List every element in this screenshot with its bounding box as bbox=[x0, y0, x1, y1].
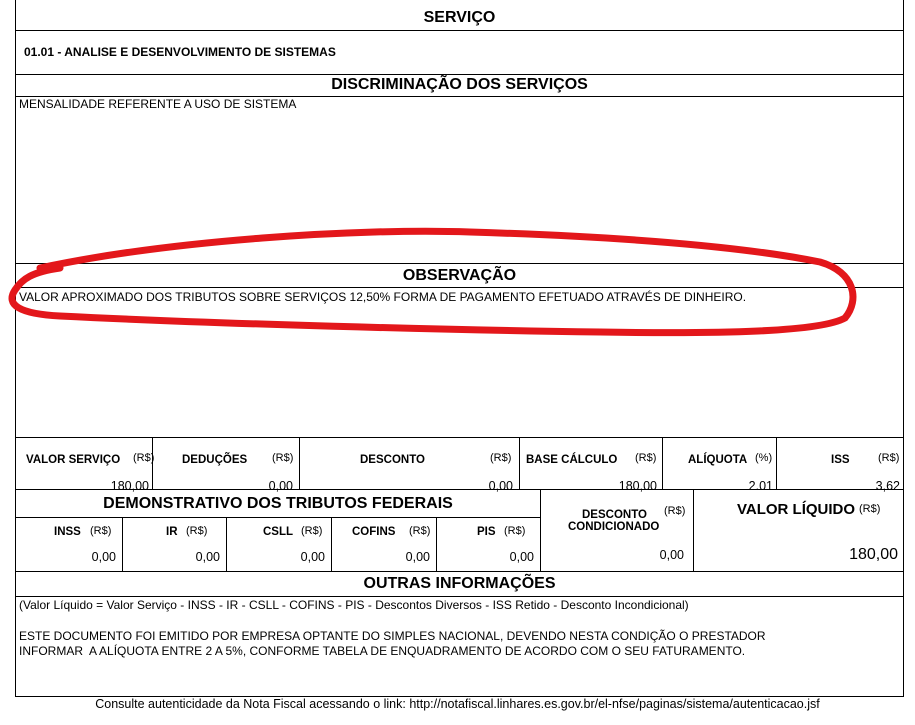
valor-liquido-value: 180,00 bbox=[849, 546, 898, 563]
valor-liquido-label: VALOR LÍQUIDO bbox=[737, 501, 856, 518]
outras-line-2: INFORMAR A ALÍQUOTA ENTRE 2 A 5%, CONFORME TABELA DE ENQUADRAMENTO DE ACORDO COM O SEU FATURAMENTO. bbox=[19, 644, 746, 658]
ir-unit: (R$) bbox=[186, 525, 208, 537]
pis-unit: (R$) bbox=[504, 525, 526, 537]
divider bbox=[16, 571, 903, 572]
outras-formula: (Valor Líquido = Valor Serviço - INSS - IR - CSLL - COFINS - PIS - Descontos Diversos - ISS Retido - Desconto Incondicional) bbox=[19, 598, 689, 612]
divider bbox=[16, 74, 903, 75]
valor-liquido-unit: (R$) bbox=[859, 503, 881, 515]
cofins-label: COFINS bbox=[352, 526, 396, 538]
discriminacao-title: DISCRIMINAÇÃO DOS SERVIÇOS bbox=[331, 76, 588, 93]
valor-servico-label: VALOR SERVIÇO bbox=[26, 454, 121, 466]
iss-unit: (R$) bbox=[878, 452, 900, 464]
observacao-text: VALOR APROXIMADO DOS TRIBUTOS SOBRE SERVIÇOS 12,50% FORMA DE PAGAMENTO EFETUADO ATRAVÉS DE DINHEIRO. bbox=[19, 290, 747, 304]
outras-line-1: ESTE DOCUMENTO FOI EMITIDO POR EMPRESA OPTANTE DO SIMPLES NACIONAL, DEVENDO NESTA CONDIÇÃO O PRESTADOR bbox=[19, 629, 766, 643]
aliquota-value: 2.01 bbox=[748, 479, 773, 493]
deducoes-unit: (R$) bbox=[272, 452, 294, 464]
aliquota-unit: (%) bbox=[755, 452, 773, 464]
desconto-label: DESCONTO bbox=[360, 454, 425, 466]
divider bbox=[16, 263, 903, 264]
desconto-condicionado-unit: (R$) bbox=[664, 505, 686, 517]
inss-unit: (R$) bbox=[90, 525, 112, 537]
deducoes-label: DEDUÇÕES bbox=[182, 454, 248, 466]
cofins-unit: (R$) bbox=[409, 525, 431, 537]
desconto-condicionado-value: 0,00 bbox=[659, 548, 684, 562]
base-calculo-value: 180,00 bbox=[618, 479, 657, 493]
desconto-condicionado-label: DESCONTO bbox=[582, 509, 647, 521]
csll-value: 0,00 bbox=[300, 550, 325, 564]
federais-title: DEMONSTRATIVO DOS TRIBUTOS FEDERAIS bbox=[103, 495, 453, 512]
inss-label: INSS bbox=[54, 526, 81, 538]
observacao-title: OBSERVAÇÃO bbox=[402, 267, 517, 284]
desconto-unit: (R$) bbox=[490, 452, 512, 464]
base-calculo-unit: (R$) bbox=[635, 452, 657, 464]
pis-label: PIS bbox=[477, 526, 496, 538]
divider bbox=[16, 287, 903, 288]
csll-unit: (R$) bbox=[301, 525, 323, 537]
aliquota-label: ALÍQUOTA bbox=[688, 454, 748, 466]
deducoes-value: 0,00 bbox=[268, 479, 293, 493]
ir-value: 0,00 bbox=[195, 550, 220, 564]
divider bbox=[16, 489, 903, 490]
pis-value: 0,00 bbox=[509, 550, 534, 564]
outras-title: OUTRAS INFORMAÇÕES bbox=[363, 575, 556, 592]
desconto-value: 0,00 bbox=[488, 479, 513, 493]
inss-value: 0,00 bbox=[91, 550, 116, 564]
iss-value: 3,62 bbox=[875, 479, 900, 493]
divider bbox=[16, 30, 903, 31]
divider bbox=[16, 437, 903, 438]
divider bbox=[16, 596, 903, 597]
csll-label: CSLL bbox=[263, 526, 294, 538]
valor-servico-value: 180,00 bbox=[110, 479, 149, 493]
discriminacao-text: MENSALIDADE REFERENTE A USO DE SISTEMA bbox=[19, 97, 297, 111]
ir-label: IR bbox=[166, 526, 178, 538]
footer-auth-link-text: Consulte autenticidade da Nota Fiscal acessando o link: http://notafiscal.linhares.es.gov.br/el-nfse/paginas/sistema/autenticacao.jsf bbox=[95, 697, 820, 711]
servico-code: 01.01 - ANALISE E DESENVOLVIMENTO DE SISTEMAS bbox=[24, 45, 336, 59]
base-calculo-label: BASE CÁLCULO bbox=[526, 454, 618, 466]
valor-servico-unit: (R$) bbox=[133, 452, 155, 464]
cofins-value: 0,00 bbox=[405, 550, 430, 564]
nfse-document bbox=[15, 0, 904, 697]
iss-label: ISS bbox=[831, 454, 850, 466]
desconto-condicionado-label-2: CONDICIONADO bbox=[568, 521, 660, 533]
servico-title: SERVIÇO bbox=[423, 9, 496, 26]
